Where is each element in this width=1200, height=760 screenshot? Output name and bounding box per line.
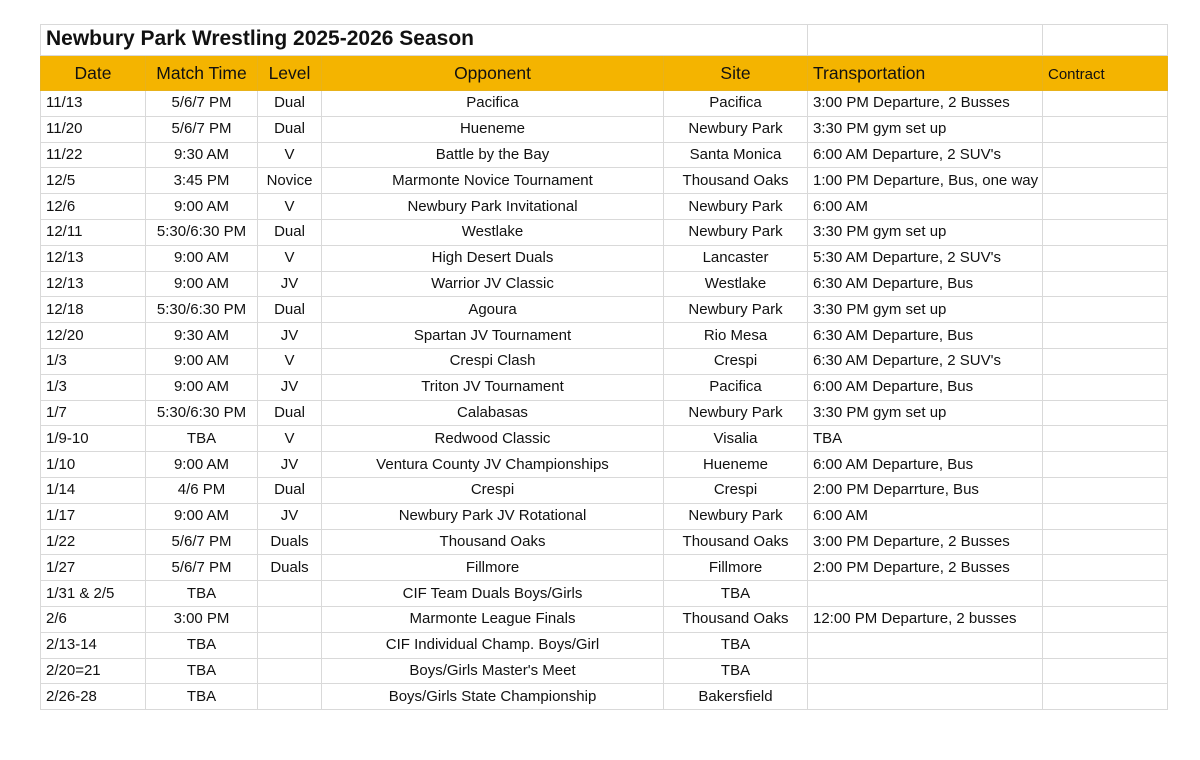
cell-site[interactable]: TBA: [664, 632, 808, 658]
cell-opponent[interactable]: CIF Team Duals Boys/Girls: [322, 581, 664, 607]
cell-transportation[interactable]: 6:00 AM Departure, 2 SUV's: [808, 142, 1043, 168]
cell-transportation[interactable]: TBA: [808, 426, 1043, 452]
cell-level[interactable]: Novice: [258, 168, 322, 194]
cell-date[interactable]: 12/18: [41, 297, 146, 323]
cell-match-time[interactable]: TBA: [146, 581, 258, 607]
cell-date[interactable]: 1/14: [41, 477, 146, 503]
cell-contract[interactable]: [1043, 426, 1168, 452]
cell-contract[interactable]: [1043, 348, 1168, 374]
cell-site[interactable]: Thousand Oaks: [664, 168, 808, 194]
cell-site[interactable]: TBA: [664, 658, 808, 684]
cell-level[interactable]: V: [258, 245, 322, 271]
cell-opponent[interactable]: Marmonte Novice Tournament: [322, 168, 664, 194]
cell-opponent[interactable]: CIF Individual Champ. Boys/Girl: [322, 632, 664, 658]
cell-contract[interactable]: [1043, 606, 1168, 632]
cell-site[interactable]: Thousand Oaks: [664, 606, 808, 632]
cell-match-time[interactable]: TBA: [146, 658, 258, 684]
cell-date[interactable]: 2/26-28: [41, 684, 146, 710]
empty-cell[interactable]: [808, 25, 1043, 56]
cell-transportation[interactable]: 6:00 AM: [808, 503, 1043, 529]
cell-match-time[interactable]: 9:30 AM: [146, 142, 258, 168]
cell-site[interactable]: Newbury Park: [664, 116, 808, 142]
cell-site[interactable]: Lancaster: [664, 245, 808, 271]
cell-date[interactable]: 1/31 & 2/5: [41, 581, 146, 607]
cell-level[interactable]: [258, 632, 322, 658]
table-row: [41, 142, 1168, 168]
cell-transportation[interactable]: 1:00 PM Departure, Bus, one way: [808, 168, 1043, 194]
header-opponent[interactable]: Opponent: [322, 56, 664, 91]
cell-contract[interactable]: [1043, 297, 1168, 323]
cell-match-time[interactable]: 5:30/6:30 PM: [146, 219, 258, 245]
cell-site[interactable]: Newbury Park: [664, 400, 808, 426]
cell-opponent[interactable]: Crespi: [322, 477, 664, 503]
cell-site[interactable]: Pacifica: [664, 374, 808, 400]
cell-match-time[interactable]: 5:30/6:30 PM: [146, 400, 258, 426]
cell-transportation[interactable]: 6:00 AM Departure, Bus: [808, 374, 1043, 400]
sheet-title: Newbury Park Wrestling 2025-2026 Season: [46, 27, 474, 50]
table-row: [41, 116, 1168, 142]
cell-transportation[interactable]: [808, 632, 1043, 658]
cell-date[interactable]: 11/22: [41, 142, 146, 168]
header-site[interactable]: Site: [664, 56, 808, 91]
cell-date[interactable]: 2/13-14: [41, 632, 146, 658]
cell-transportation[interactable]: 2:00 PM Deparrture, Bus: [808, 477, 1043, 503]
cell-site[interactable]: Newbury Park: [664, 297, 808, 323]
cell-level[interactable]: Dual: [258, 116, 322, 142]
cell-contract[interactable]: [1043, 142, 1168, 168]
cell-opponent[interactable]: Boys/Girls State Championship: [322, 684, 664, 710]
cell-date[interactable]: 1/9-10: [41, 426, 146, 452]
cell-match-time[interactable]: 9:00 AM: [146, 374, 258, 400]
table-row: [41, 374, 1168, 400]
cell-opponent[interactable]: Triton JV Tournament: [322, 374, 664, 400]
cell-site[interactable]: Pacifica: [664, 91, 808, 117]
header-contract[interactable]: Contract: [1043, 56, 1168, 91]
cell-date[interactable]: 12/13: [41, 271, 146, 297]
cell-contract[interactable]: [1043, 323, 1168, 349]
cell-contract[interactable]: [1043, 219, 1168, 245]
cell-match-time[interactable]: TBA: [146, 684, 258, 710]
table-row: [41, 426, 1168, 452]
cell-transportation[interactable]: 3:00 PM Departure, 2 Busses: [808, 529, 1043, 555]
cell-match-time[interactable]: 9:00 AM: [146, 271, 258, 297]
schedule-sheet: [40, 24, 1167, 710]
cell-contract[interactable]: [1043, 168, 1168, 194]
cell-date[interactable]: 12/11: [41, 219, 146, 245]
cell-contract[interactable]: [1043, 632, 1168, 658]
cell-transportation[interactable]: 5:30 AM Departure, 2 SUV's: [808, 245, 1043, 271]
cell-contract[interactable]: [1043, 529, 1168, 555]
cell-match-time[interactable]: TBA: [146, 632, 258, 658]
cell-date[interactable]: 12/6: [41, 194, 146, 220]
cell-level[interactable]: V: [258, 142, 322, 168]
cell-date[interactable]: 1/7: [41, 400, 146, 426]
cell-opponent[interactable]: Warrior JV Classic: [322, 271, 664, 297]
cell-level[interactable]: V: [258, 426, 322, 452]
cell-match-time[interactable]: 9:00 AM: [146, 348, 258, 374]
cell-opponent[interactable]: Newbury Park JV Rotational: [322, 503, 664, 529]
title-row: [41, 25, 1168, 56]
cell-level[interactable]: Dual: [258, 297, 322, 323]
cell-date[interactable]: 2/20=21: [41, 658, 146, 684]
cell-contract[interactable]: [1043, 194, 1168, 220]
cell-date[interactable]: 1/3: [41, 348, 146, 374]
cell-date[interactable]: 12/13: [41, 245, 146, 271]
cell-transportation[interactable]: 2:00 PM Departure, 2 Busses: [808, 555, 1043, 581]
table-row: [41, 555, 1168, 581]
table-row: [41, 400, 1168, 426]
cell-level[interactable]: V: [258, 194, 322, 220]
table-row: [41, 452, 1168, 478]
cell-level[interactable]: [258, 606, 322, 632]
cell-level[interactable]: [258, 684, 322, 710]
cell-opponent[interactable]: Battle by the Bay: [322, 142, 664, 168]
cell-opponent[interactable]: Agoura: [322, 297, 664, 323]
cell-opponent[interactable]: Marmonte League Finals: [322, 606, 664, 632]
table-row: [41, 529, 1168, 555]
cell-transportation[interactable]: 6:30 AM Departure, Bus: [808, 323, 1043, 349]
cell-date[interactable]: 2/6: [41, 606, 146, 632]
cell-opponent[interactable]: Calabasas: [322, 400, 664, 426]
table-row: [41, 477, 1168, 503]
table-row: [41, 219, 1168, 245]
cell-level[interactable]: V: [258, 348, 322, 374]
cell-transportation[interactable]: [808, 581, 1043, 607]
title-cell[interactable]: [41, 25, 808, 56]
cell-level[interactable]: [258, 581, 322, 607]
cell-site[interactable]: Crespi: [664, 477, 808, 503]
cell-level[interactable]: Dual: [258, 219, 322, 245]
cell-date[interactable]: 1/10: [41, 452, 146, 478]
cell-level[interactable]: Dual: [258, 400, 322, 426]
cell-date[interactable]: 1/22: [41, 529, 146, 555]
table-row: [41, 168, 1168, 194]
cell-contract[interactable]: [1043, 271, 1168, 297]
header-match-time[interactable]: Match Time: [146, 56, 258, 91]
cell-site[interactable]: Santa Monica: [664, 142, 808, 168]
cell-match-time[interactable]: 9:00 AM: [146, 194, 258, 220]
cell-match-time[interactable]: 5/6/7 PM: [146, 529, 258, 555]
cell-opponent[interactable]: Redwood Classic: [322, 426, 664, 452]
cell-opponent[interactable]: Westlake: [322, 219, 664, 245]
cell-transportation[interactable]: 3:30 PM gym set up: [808, 400, 1043, 426]
cell-date[interactable]: 1/27: [41, 555, 146, 581]
table-row: [41, 348, 1168, 374]
cell-level[interactable]: JV: [258, 452, 322, 478]
cell-transportation[interactable]: 6:00 AM: [808, 194, 1043, 220]
cell-match-time[interactable]: 3:45 PM: [146, 168, 258, 194]
cell-site[interactable]: Newbury Park: [664, 503, 808, 529]
cell-match-time[interactable]: 9:00 AM: [146, 503, 258, 529]
table-row: [41, 581, 1168, 607]
table-row: [41, 194, 1168, 220]
table-row: [41, 658, 1168, 684]
cell-level[interactable]: JV: [258, 323, 322, 349]
cell-match-time[interactable]: 5/6/7 PM: [146, 555, 258, 581]
table-row: [41, 297, 1168, 323]
table-row: [41, 684, 1168, 710]
cell-level[interactable]: Duals: [258, 529, 322, 555]
cell-level[interactable]: Dual: [258, 477, 322, 503]
cell-site[interactable]: Westlake: [664, 271, 808, 297]
cell-opponent[interactable]: Thousand Oaks: [322, 529, 664, 555]
cell-opponent[interactable]: Newbury Park Invitational: [322, 194, 664, 220]
cell-contract[interactable]: [1043, 245, 1168, 271]
cell-level[interactable]: JV: [258, 271, 322, 297]
cell-opponent[interactable]: Hueneme: [322, 116, 664, 142]
cell-transportation[interactable]: 6:30 AM Departure, 2 SUV's: [808, 348, 1043, 374]
cell-site[interactable]: Bakersfield: [664, 684, 808, 710]
cell-contract[interactable]: [1043, 477, 1168, 503]
header-row: [41, 56, 1168, 91]
cell-match-time[interactable]: 5:30/6:30 PM: [146, 297, 258, 323]
cell-match-time[interactable]: TBA: [146, 426, 258, 452]
cell-date[interactable]: 11/20: [41, 116, 146, 142]
table-row: [41, 271, 1168, 297]
cell-match-time[interactable]: 9:00 AM: [146, 245, 258, 271]
cell-match-time[interactable]: 5/6/7 PM: [146, 91, 258, 117]
cell-site[interactable]: Fillmore: [664, 555, 808, 581]
cell-opponent[interactable]: Boys/Girls Master's Meet: [322, 658, 664, 684]
cell-transportation[interactable]: [808, 684, 1043, 710]
cell-contract[interactable]: [1043, 503, 1168, 529]
cell-opponent[interactable]: Spartan JV Tournament: [322, 323, 664, 349]
cell-transportation[interactable]: [808, 658, 1043, 684]
cell-site[interactable]: Newbury Park: [664, 219, 808, 245]
cell-site[interactable]: Visalia: [664, 426, 808, 452]
cell-match-time[interactable]: 9:30 AM: [146, 323, 258, 349]
cell-opponent[interactable]: Pacifica: [322, 91, 664, 117]
header-level[interactable]: Level: [258, 56, 322, 91]
cell-transportation[interactable]: 6:30 AM Departure, Bus: [808, 271, 1043, 297]
table-row: [41, 503, 1168, 529]
cell-date[interactable]: 1/3: [41, 374, 146, 400]
cell-transportation[interactable]: 3:00 PM Departure, 2 Busses: [808, 91, 1043, 117]
cell-opponent[interactable]: Ventura County JV Championships: [322, 452, 664, 478]
cell-contract[interactable]: [1043, 452, 1168, 478]
cell-transportation[interactable]: 6:00 AM Departure, Bus: [808, 452, 1043, 478]
cell-date[interactable]: 1/17: [41, 503, 146, 529]
cell-date[interactable]: 12/5: [41, 168, 146, 194]
header-date[interactable]: Date: [41, 56, 146, 91]
cell-level[interactable]: Duals: [258, 555, 322, 581]
cell-match-time[interactable]: 5/6/7 PM: [146, 116, 258, 142]
cell-match-time[interactable]: 3:00 PM: [146, 606, 258, 632]
cell-opponent[interactable]: Fillmore: [322, 555, 664, 581]
cell-site[interactable]: Hueneme: [664, 452, 808, 478]
cell-level[interactable]: JV: [258, 374, 322, 400]
cell-opponent[interactable]: Crespi Clash: [322, 348, 664, 374]
cell-match-time[interactable]: 4/6 PM: [146, 477, 258, 503]
cell-contract[interactable]: [1043, 400, 1168, 426]
cell-site[interactable]: Newbury Park: [664, 194, 808, 220]
cell-site[interactable]: Crespi: [664, 348, 808, 374]
table-row: [41, 245, 1168, 271]
empty-cell[interactable]: [1043, 25, 1168, 56]
header-transportation[interactable]: Transportation: [808, 56, 1043, 91]
cell-match-time[interactable]: 9:00 AM: [146, 452, 258, 478]
cell-contract[interactable]: [1043, 91, 1168, 117]
cell-transportation[interactable]: 3:30 PM gym set up: [808, 116, 1043, 142]
cell-level[interactable]: JV: [258, 503, 322, 529]
cell-site[interactable]: Thousand Oaks: [664, 529, 808, 555]
cell-contract[interactable]: [1043, 684, 1168, 710]
cell-contract[interactable]: [1043, 581, 1168, 607]
cell-site[interactable]: Rio Mesa: [664, 323, 808, 349]
cell-transportation[interactable]: 12:00 PM Departure, 2 busses: [808, 606, 1043, 632]
cell-level[interactable]: Dual: [258, 91, 322, 117]
cell-date[interactable]: 11/13: [41, 91, 146, 117]
cell-transportation[interactable]: 3:30 PM gym set up: [808, 297, 1043, 323]
table-row: [41, 606, 1168, 632]
cell-opponent[interactable]: High Desert Duals: [322, 245, 664, 271]
table-row: [41, 632, 1168, 658]
cell-contract[interactable]: [1043, 555, 1168, 581]
cell-level[interactable]: [258, 658, 322, 684]
cell-contract[interactable]: [1043, 374, 1168, 400]
table-row: [41, 91, 1168, 117]
cell-date[interactable]: 12/20: [41, 323, 146, 349]
cell-transportation[interactable]: 3:30 PM gym set up: [808, 219, 1043, 245]
cell-contract[interactable]: [1043, 116, 1168, 142]
cell-contract[interactable]: [1043, 658, 1168, 684]
schedule-table: [40, 24, 1168, 710]
cell-site[interactable]: TBA: [664, 581, 808, 607]
table-row: [41, 323, 1168, 349]
